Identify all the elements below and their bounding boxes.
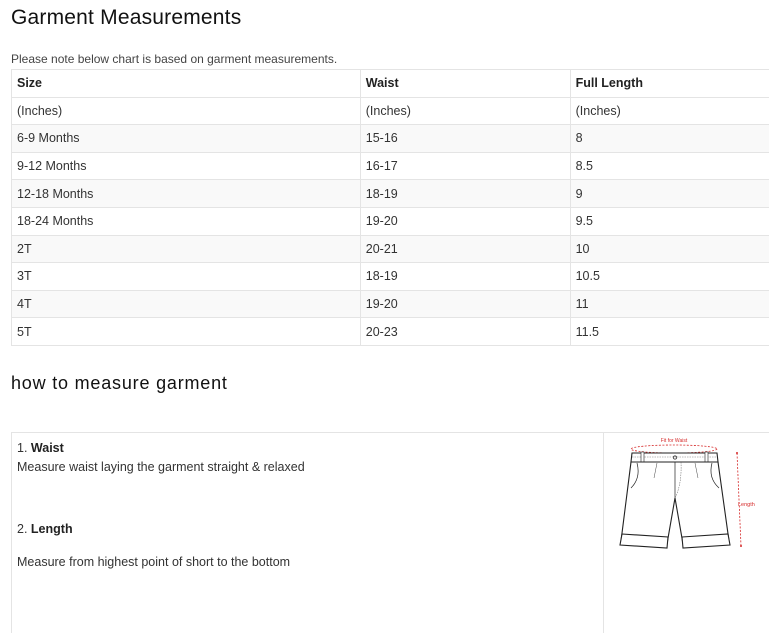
step-number: 1. (17, 441, 27, 455)
table-row (12, 180, 769, 208)
cell-length: 9 (570, 180, 769, 208)
cell-waist: 20-23 (360, 318, 570, 346)
header-full-length: Full Length (570, 70, 769, 98)
cell-length: 11.5 (570, 318, 769, 346)
table-header-row (12, 70, 769, 98)
measure-instructions-box (11, 432, 769, 633)
cell-waist: 15-16 (360, 125, 570, 153)
cell-size: 3T (12, 263, 361, 291)
table-row (12, 207, 769, 235)
shorts-diagram-icon (617, 436, 767, 561)
header-waist: Waist (360, 70, 570, 98)
cell-size: 5T (12, 318, 361, 346)
length-label: Length (738, 502, 755, 508)
cell-size: (Inches) (12, 97, 361, 125)
chart-note: Please note below chart is based on garment measurements. (11, 52, 337, 66)
table-row (12, 318, 769, 346)
table-row (12, 290, 769, 318)
table-row (12, 235, 769, 263)
table-row (12, 263, 769, 291)
step-waist (17, 441, 64, 455)
step-name: Waist (31, 441, 64, 455)
header-size: Size (12, 70, 361, 98)
cell-size: 6-9 Months (12, 125, 361, 153)
size-chart-table (11, 69, 769, 346)
step-waist-description: Measure waist laying the garment straight & relaxed (17, 460, 305, 474)
cell-size: 9-12 Months (12, 152, 361, 180)
how-to-measure-title: how to measure garment (11, 373, 228, 394)
table-row (12, 152, 769, 180)
cell-size: 4T (12, 290, 361, 318)
cell-waist: 18-19 (360, 180, 570, 208)
cell-length: 9.5 (570, 207, 769, 235)
step-length (17, 522, 73, 536)
cell-size: 18-24 Months (12, 207, 361, 235)
table-row (12, 97, 769, 125)
cell-waist: 18-19 (360, 263, 570, 291)
cell-waist: 19-20 (360, 290, 570, 318)
cell-size: 2T (12, 235, 361, 263)
page-title: Garment Measurements (11, 6, 241, 30)
step-length-description: Measure from highest point of short to the bottom (17, 555, 290, 569)
step-number: 2. (17, 522, 27, 536)
cell-length: (Inches) (570, 97, 769, 125)
cell-waist: 19-20 (360, 207, 570, 235)
cell-size: 12-18 Months (12, 180, 361, 208)
cell-length: 11 (570, 290, 769, 318)
cell-length: 8.5 (570, 152, 769, 180)
cell-length: 10 (570, 235, 769, 263)
cell-length: 10.5 (570, 263, 769, 291)
cell-waist: 16-17 (360, 152, 570, 180)
step-name: Length (31, 522, 73, 536)
cell-length: 8 (570, 125, 769, 153)
waist-label: Fit for Waist (661, 438, 688, 444)
table-row (12, 125, 769, 153)
cell-waist: 20-21 (360, 235, 570, 263)
measure-instructions (12, 433, 604, 633)
cell-waist: (Inches) (360, 97, 570, 125)
